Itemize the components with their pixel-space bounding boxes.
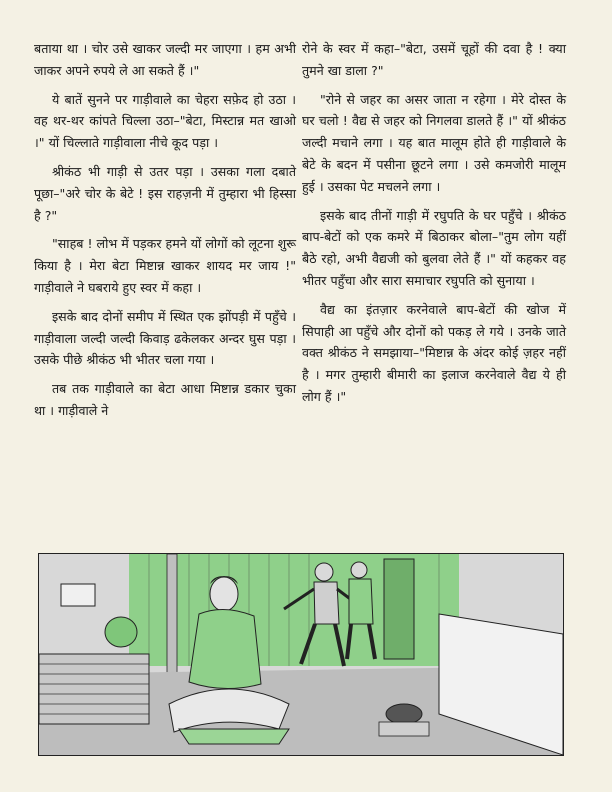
- paragraph: इसके बाद दोनों समीप में स्थित एक झोंपड़ी में पहुँचे । गाड़ीवाला जल्दी जल्दी किवाड़ ढकेलकर अन्दर घुस पड़ा । उसके पीछे श्रीकंठ भी भीतर चला गया ।: [34, 308, 296, 368]
- paragraph: बताया था । चोर उसे खाकर जल्दी मर जाएगा । हम अभी जाकर अपने रुपये ले आ सकते हैं ।": [34, 41, 296, 78]
- paragraph: श्रीकंठ भी गाड़ी से उतर पड़ा । उसका गला दबाते पूछा–"अरे चोर के बेटे ! इस राहज़नी में तुम्हारा भी हिस्सा है ?": [34, 163, 296, 223]
- small-pot: [386, 704, 422, 724]
- paragraph: ये बातें सुनने पर गाड़ीवाले का चेहरा सफ़ेद हो उठा । वह थर-थर कांपते चिल्ला उठा–"बेटा, मिस्टान्न मत खाओ ।" यों चिल्लाते गाड़ीवाला नीचे कूद पड़ा ।: [34, 91, 296, 151]
- paragraph: तब तक गाड़ीवाले का बेटा आधा मिष्टान्न डकार चुका था । गाड़ीवाले ने: [34, 381, 296, 418]
- paragraph: वैद्य का इंतज़ार करनेवाले बाप-बेटों की खोज में सिपाही आ पहुँचे और दोनों को पकड़ ले गये । उनके जाते वक्त श्रीकंठ ने समझाया–"मिष्टान्न के अंदर कोई ज़हर नहीं है । मगर तुम्हारी बीमारी का इलाज करनेवाले वैद्य ये ही लोग हैं ।": [302, 301, 566, 404]
- left-text-column: [34, 38, 296, 429]
- illustration-drawing: [39, 554, 563, 755]
- open-door: [384, 559, 414, 659]
- cot: [39, 654, 149, 724]
- paragraph: "रोने से जहर का असर जाता न रहेगा । मेरे दोस्त के घर चलो ! वैद्य से जहर को निगलवा डालते हैं ।" यों श्रीकंठ जल्दी मचाने लगा । यह बात मालूम होते ही गाड़ीवाले के बेटे के बदन में पसीना छूटने लगा । उसे कमजोरी मालूम हुई । उसका पेट मचलने लगा ।: [302, 91, 566, 194]
- right-text-column: [302, 38, 566, 415]
- paragraph: इसके बाद तीनों गाड़ी में रघुपति के घर पहुँचे । श्रीकंठ बाप-बेटों को एक कमरे में बिठाकर बोला–"तुम लोग यहीं बैठे रहो, अभी वैद्यजी को बुलवा लेते हैं ।" यों कहकर वह भीतर पहुँचा और सारा समाचार रघुपति को सुनाया ।: [302, 207, 566, 288]
- window: [61, 584, 95, 606]
- story-illustration: [38, 553, 564, 756]
- paragraph: रोने के स्वर में कहा–"बेटा, उसमें चूहों की दवा है ! क्या तुमने खा डाला ?": [302, 41, 566, 78]
- paragraph: "साहब ! लोभ में पड़कर हमने यों लोगों को लूटना शुरू किया है । मेरा बेटा मिष्टान्न खाकर शायद मर जाय !" गाड़ीवाले ने घबराये हुए स्वर में कहा ।: [34, 236, 296, 295]
- floor-stand: [379, 722, 429, 736]
- water-pot: [105, 617, 137, 647]
